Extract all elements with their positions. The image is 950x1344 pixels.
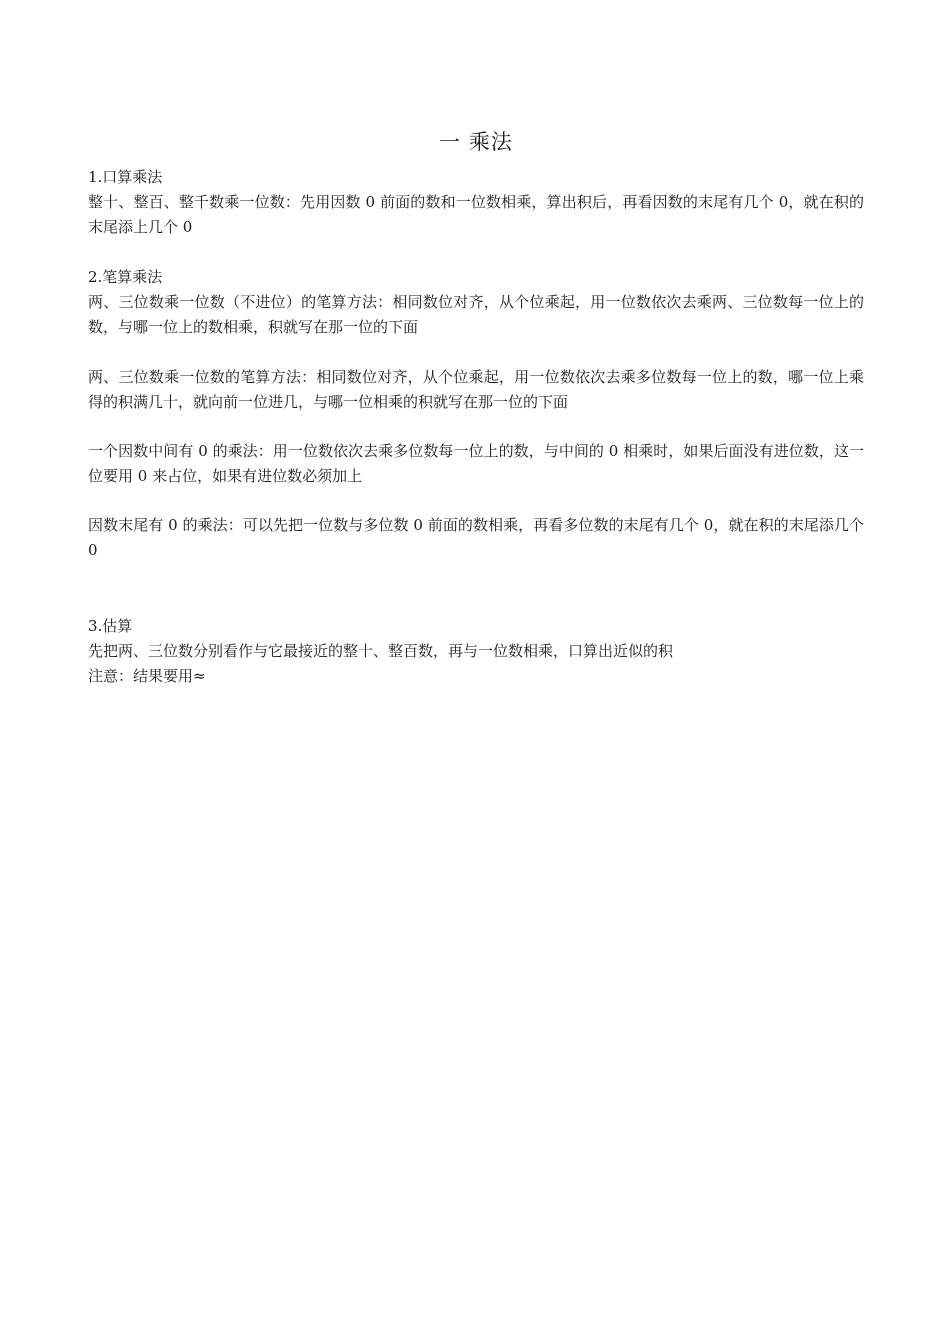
- section-oral-multiplication: [88, 165, 864, 240]
- written-rule-trailing-zero-block: [88, 513, 864, 563]
- written-rule-carry: 两、三位数乘一位数的笔算方法：相同数位对齐，从个位乘起，用一位数依次去乘多位数每一位上的数，哪一位上乘得的积满几十，就向前一位进几，与哪一位相乘的积就写在那一位的下面: [88, 368, 864, 411]
- estimate-rule-text: 先把两、三位数分别看作与它最接近的整十、整百数，再与一位数相乘，口算出近似的积: [88, 642, 674, 660]
- written-rule-trailing-zero: 因数末尾有 0 的乘法：可以先把一位数与多位数 0 前面的数相乘，再看多位数的末尾有几个 0，就在积的末尾添几个 0: [88, 516, 864, 559]
- written-rule-carry-block: [88, 365, 864, 415]
- written-rule-no-carry: 两、三位数乘一位数（不进位）的笔算方法：相同数位对齐，从个位乘起，用一位数依次去乘两、三位数每一位上的数，与哪一位上的数相乘，积就写在那一位的下面: [88, 293, 864, 336]
- estimate-note: 注意：结果要用≈: [88, 667, 206, 685]
- section-written-multiplication: [88, 265, 864, 340]
- section-estimation: [88, 614, 864, 689]
- section-heading-written: 2.笔算乘法: [88, 268, 163, 286]
- section-heading-oral: 1.口算乘法: [88, 168, 163, 186]
- oral-rule-text: 整十、整百、整千数乘一位数：先用因数 0 前面的数和一位数相乘，算出积后，再看因数的末尾有几个 0，就在积的末尾添上几个 0: [88, 193, 864, 236]
- written-rule-middle-zero-block: [88, 439, 864, 489]
- page-title: 一 乘法: [439, 130, 513, 154]
- written-rule-middle-zero: 一个因数中间有 0 的乘法：用一位数依次去乘多位数每一位上的数，与中间的 0 相乘时，如果后面没有进位数，这一位要用 0 来占位，如果有进位数必须加上: [88, 442, 864, 485]
- section-heading-estimate: 3.估算: [88, 617, 133, 635]
